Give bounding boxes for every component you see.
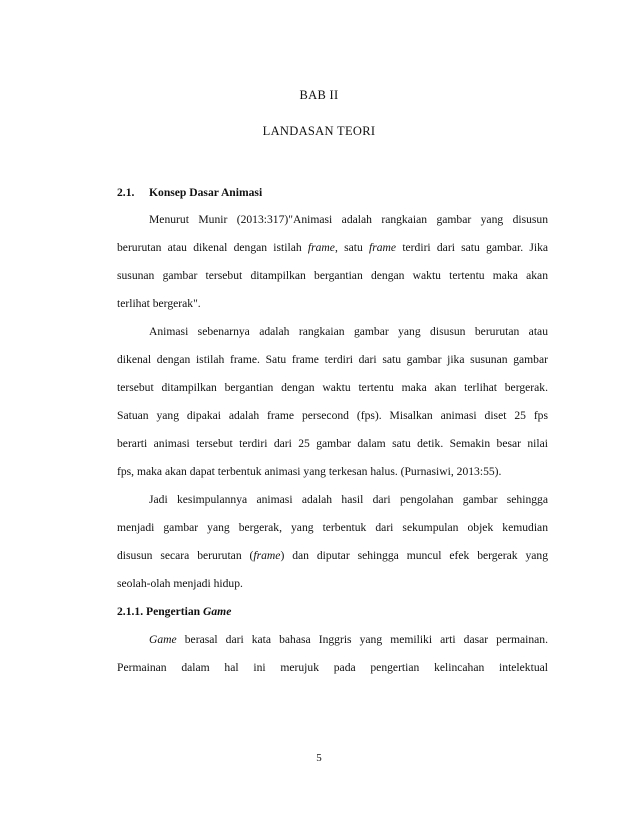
- section-heading: [117, 186, 548, 199]
- text-span: disusun secara berurutan (: [117, 549, 254, 562]
- italic-term: Game: [149, 633, 177, 646]
- subsection-heading: [117, 605, 548, 618]
- subsection-number: 2.1.1.: [117, 605, 144, 618]
- paragraph-2-line-6: fps, maka akan dapat terbentuk animasi yang terkesan halus. (Purnasiwi, 2013:55).: [117, 465, 502, 478]
- paragraph-3-line-1: Jadi kesimpulannya animasi adalah hasil dari pengolahan gambar sehingga: [149, 493, 548, 506]
- subsection-title-italic: Game: [203, 605, 232, 618]
- paragraph-2-line-3: tersebut ditampilkan bergantian dengan waktu tertentu maka akan terlihat bergerak.: [117, 381, 548, 394]
- page-number: 5: [316, 752, 322, 764]
- subsection-title: Pengertian: [146, 605, 203, 618]
- chapter-label: BAB II: [299, 88, 339, 102]
- paragraph-2-line-2: dikenal dengan istilah frame. Satu frame terdiri dari satu gambar jika susunan gambar: [117, 353, 548, 366]
- paragraph-3-line-2: menjadi gambar yang bergerak, yang terbentuk dari sekumpulan objek kemudian: [117, 521, 548, 534]
- section-title: Konsep Dasar Animasi: [149, 186, 263, 199]
- paragraph-3-line-4: seolah-olah menjadi hidup.: [117, 577, 243, 590]
- paragraph-1-line-2: [117, 241, 548, 254]
- text-span: terdiri dari satu gambar. Jika: [396, 241, 549, 254]
- paragraph-2-line-5: berarti animasi tersebut terdiri dari 25 gambar dalam satu detik. Semakin besar nilai: [117, 437, 548, 450]
- text-span: , satu: [334, 241, 370, 254]
- italic-term: frame: [307, 241, 335, 254]
- text-span: berasal dari kata bahasa Inggris yang memiliki arti dasar permainan.: [176, 633, 548, 646]
- paragraph-1-line-4: terlihat bergerak".: [117, 297, 201, 310]
- paragraph-2-line-4: Satuan yang dipakai adalah frame persecond (fps). Misalkan animasi diset 25 fps: [117, 409, 548, 422]
- italic-term: frame: [369, 241, 397, 254]
- section-number: 2.1.: [117, 186, 135, 199]
- paragraph-4-line-2: Permainan dalam hal ini merujuk pada pengertian kelincahan intelektual: [117, 661, 548, 674]
- paragraph-1-line-1: Menurut Munir (2013:317)"Animasi adalah rangkaian gambar yang disusun: [149, 213, 548, 226]
- chapter-title: LANDASAN TEORI: [262, 124, 376, 138]
- paragraph-1-line-3: susunan gambar tersebut ditampilkan bergantian dengan waktu tertentu maka akan: [117, 269, 548, 282]
- text-span: ) dan diputar sehingga muncul efek bergerak yang: [280, 549, 548, 562]
- paragraph-3-line-3: [117, 549, 548, 562]
- paragraph-4-line-1: [117, 633, 548, 646]
- italic-term: frame: [253, 549, 281, 562]
- text-span: berurutan atau dikenal dengan istilah: [117, 241, 308, 254]
- paragraph-2-line-1: Animasi sebenarnya adalah rangkaian gambar yang disusun berurutan atau: [149, 325, 548, 338]
